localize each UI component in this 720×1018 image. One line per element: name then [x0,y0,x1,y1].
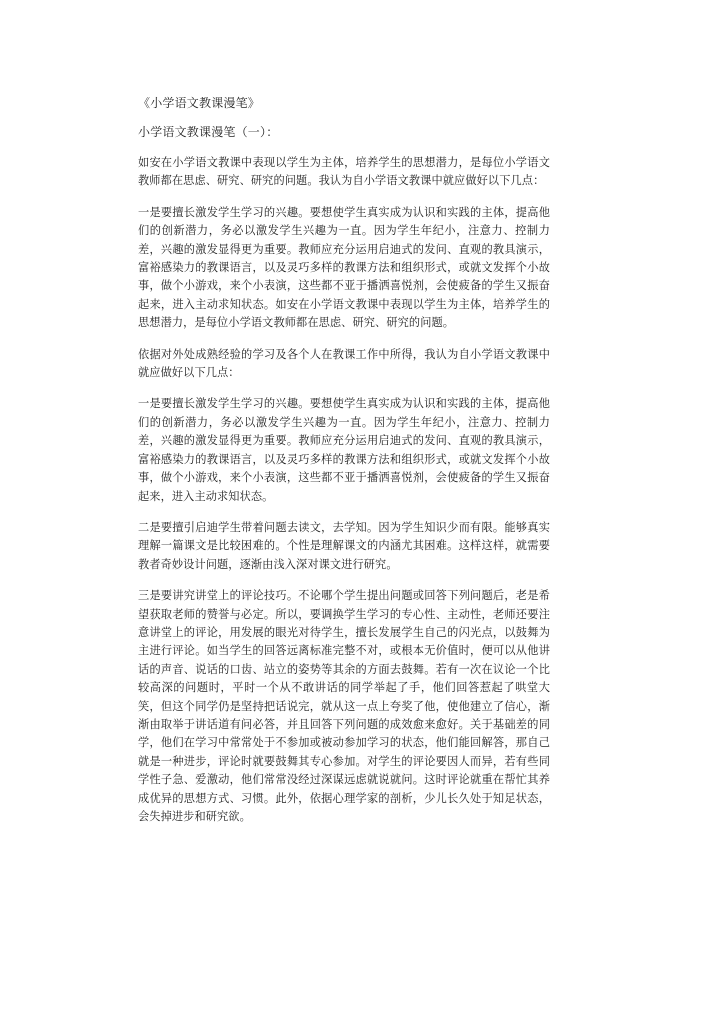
paragraph-point-two: 二是要擅引启迪学生带着问题去读文，去学知。因为学生知识少而有限。能够真实理解一篇课文是比较困难的。个性是理解课文的内涵尤其困难。这样这样，就需要教者奇妙设计问题，逐渐由浅入深对课文进行研究。 [138,520,550,571]
paragraph-basis: 依据对外处成熟经验的学习及各个人在教课工作中所得，我认为自小学语文教课中就应做好以下几点： [138,347,550,380]
paragraph-point-one: 一是要擅长激发学生学习的兴趣。要想使学生真实成为认识和实践的主体，提高他们的创新潜力，务必以激发学生兴趣为一直。因为学生年纪小，注意力、控制力差，兴趣的激发显得更为重要。教师应充分运用启迪式的发问、直观的教具演示，富裕感染力的教课语言，以及灵巧多样的教课方法和组织形式，或就文发挥个小故事，做个小游戏，来个小表演，这些都不亚于播洒喜悦剂，会使疲备的学生又振奋起来，进入主动求知状态。如安在小学语文教课中表现以学生为主体，培养学生的思想潜力，是每位小学语文教师都在思虑、研究、研究的问题。 [138,205,550,330]
paragraph-intro: 如安在小学语文教课中表现以学生为主体，培养学生的思想潜力，是每位小学语文教师都在思虑、研究、研究的问题。我认为自小学语文教课中就应做好以下几点： [138,156,550,188]
document-title: 《小学语文教课漫笔》 [138,96,261,110]
document-page [138,94,550,839]
paragraph-point-one-repeat: 一是要擅长激发学生学习的兴趣。要想使学生真实成为认识和实践的主体，提高他们的创新潜力，务必以激发学生兴趣为一直。因为学生年纪小，注意力、控制力差，兴趣的激发显得更为重要。教师应充分运用启迪式的发问、直观的教具演示，富裕感染力的教课语言，以及灵巧多样的教课方法和组织形式，或就文发挥个小故事，做个小游戏，来个小表演，这些都不亚于播洒喜悦剂，会使疲备的学生又振奋起来，进入主动求知状态。 [138,397,550,503]
paragraph-point-three: 三是要讲究讲堂上的评论技巧。不论哪个学生提出问题或回答下列问题后，老是希望获取老师的赞誉与必定。所以，要调换学生学习的专心性、主动性，老师还要注意讲堂上的评论，用发展的眼光对待学生，擅长发展学生自己的闪光点，以鼓舞为主进行评论。如当学生的回答远离标准完整不对，或根本无价值时，便可以从他讲话的声音、说话的口齿、站立的姿势等其余的方面去鼓舞。若有一次在议论一个比较高深的问题时，平时一个从不敢讲话的同学举起了手，他们回答惹起了哄堂大笑，但这个同学仍是坚持把话说完，就从这一点上夸奖了他，使他建立了信心，渐渐由取举于讲话道有问必答，并且回答下列问题的成效愈来愈好。关于基础差的同学，他们在学习中常常处于不参加或被动参加学习的状态，他们能回解答，那自己就是一种进步，评论时就要鼓舞其专心参加。对学生的评论要因人而异，若有些同学性子急、爱激动，他们常常没经过深谋远虑就说就问。这时评论就重在帮忙其养成优异的思想方式、习惯。此外，依据心理学家的剖析，少儿长久处于知足状态，会失掉进步和研究欲。 [138,589,550,823]
document-subtitle: 小学语文教课漫笔（一）： [138,125,279,139]
